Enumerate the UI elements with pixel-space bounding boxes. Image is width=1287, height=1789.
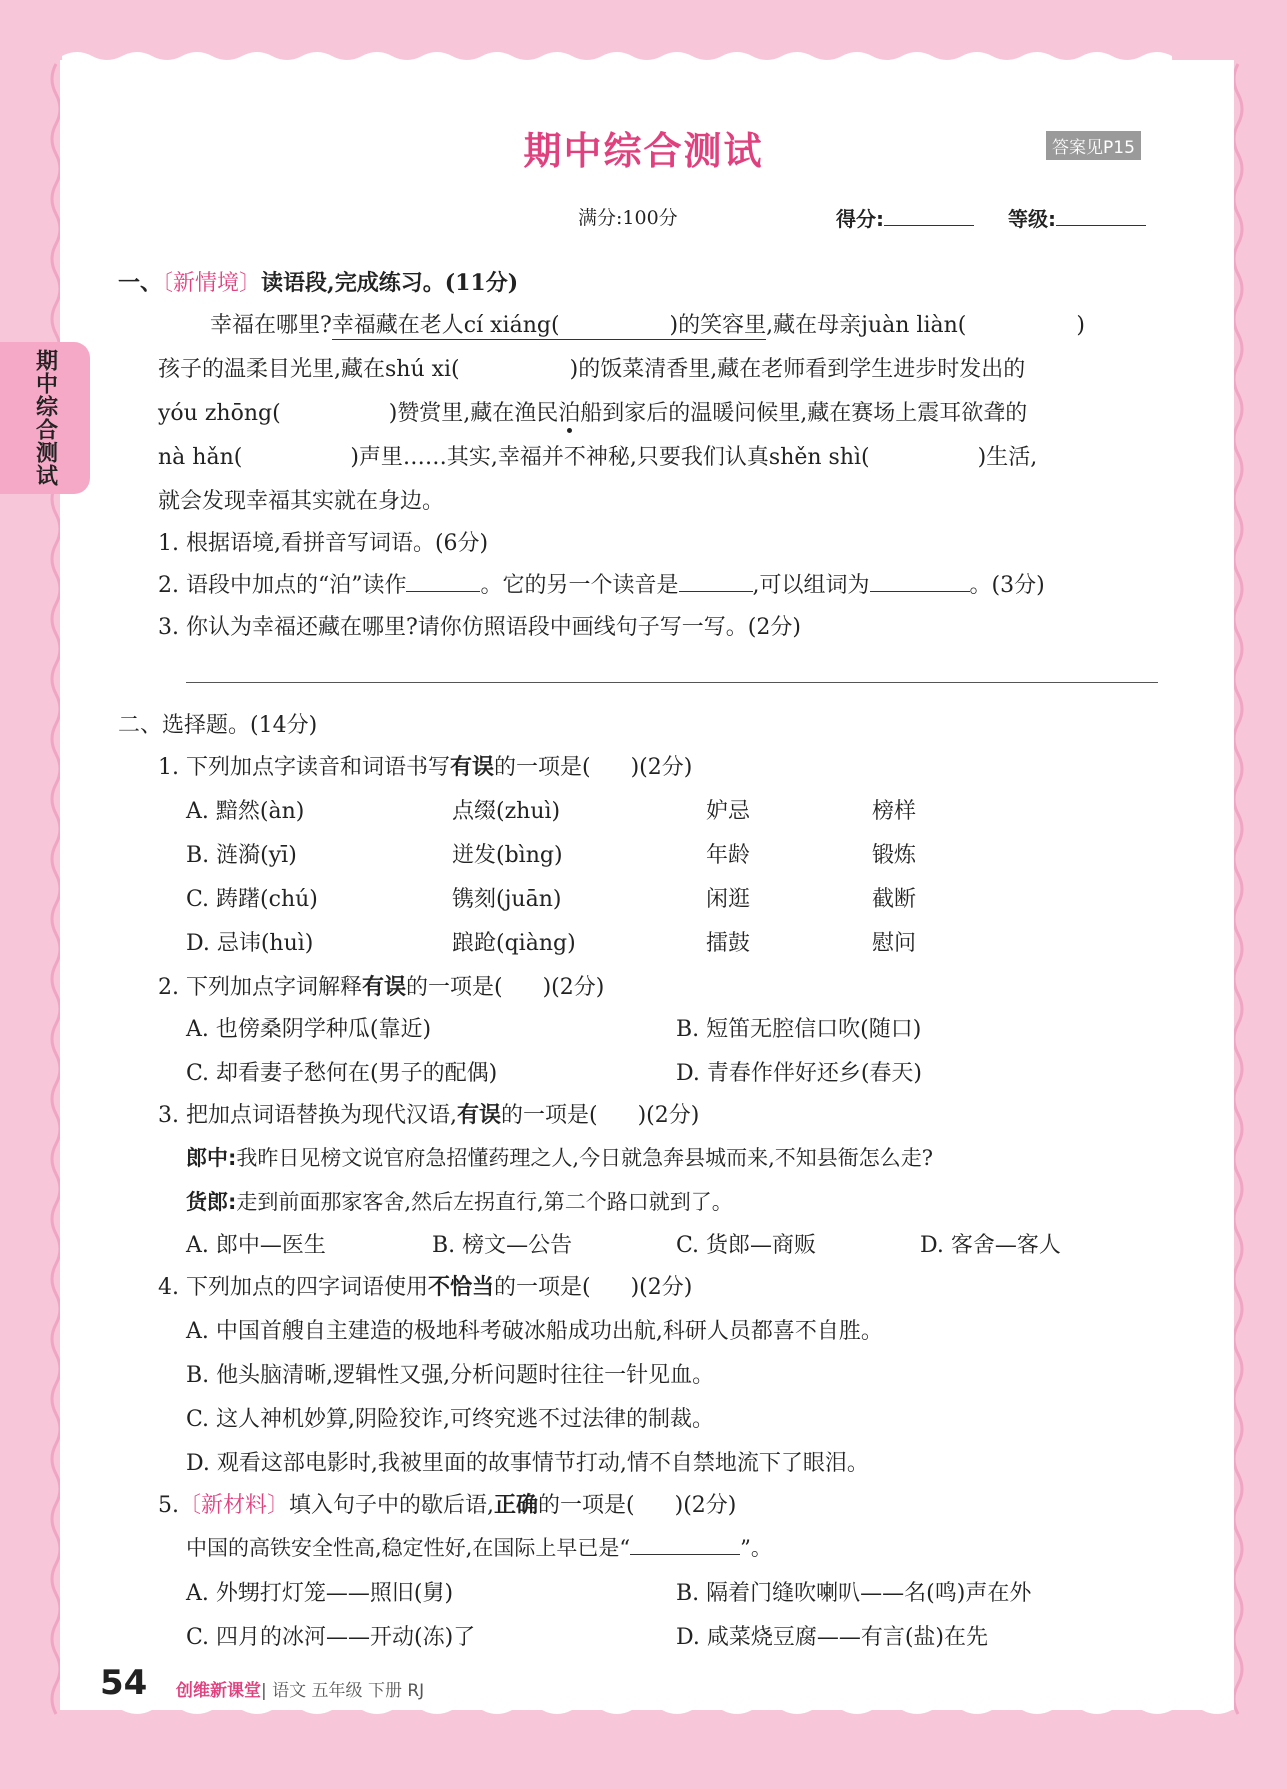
grade-field: 等级: xyxy=(1008,203,1146,232)
q1-option-word: 锻炼 xyxy=(872,843,917,868)
q1-option-word: 迸发(bìng) xyxy=(452,843,563,868)
s1-question-2: 2. 语段中加点的“泊”读作 。它的另一个读音是 ,可以组词为 。(3分) xyxy=(158,573,1045,598)
score-field: 得分: xyxy=(836,203,974,232)
s1-question-1: 1. 根据语境,看拼音写词语。(6分) xyxy=(158,531,489,556)
passage-line-5: 就会发现幸福其实就在身边。 xyxy=(158,489,445,514)
q1-option-word: 慰问 xyxy=(872,931,917,956)
q3-option-c[interactable]: C. 货郎—商贩 xyxy=(676,1233,817,1258)
q1-option-word: 踉跄(qiàng) xyxy=(452,931,576,956)
q4-option-c[interactable]: C. 这人神机妙算,阴险狡诈,可终究逃不过法律的制裁。 xyxy=(186,1407,715,1432)
q3-option-b[interactable]: B. 榜文—公告 xyxy=(432,1233,573,1258)
q2-blank-3[interactable] xyxy=(870,571,970,592)
q5-blank[interactable] xyxy=(630,1536,740,1555)
q3-dialogue-2: 货郎:走到前面那家客舍,然后左拐直行,第二个路口就到了。 xyxy=(186,1190,733,1214)
q2-option-c[interactable]: C. 却看妻子愁何在(男子的配偶) xyxy=(186,1061,498,1086)
passage-line-3: yóu zhōng( )赞赏里,藏在渔民泊船到家后的温暖问候里,藏在赛场上震耳欲聋的 xyxy=(158,401,1028,426)
q4-option-a[interactable]: A. 中国首艘自主建造的极地科考破冰船成功出航,科研人员都喜不自胜。 xyxy=(186,1319,883,1344)
answer-reference-badge: 答案见P15 xyxy=(1046,131,1141,160)
s2-question-1: 1. 下列加点字读音和词语书写有误的一项是( )(2分) xyxy=(158,755,693,780)
side-tab-label: 期中综合测试 xyxy=(32,349,58,487)
s2-question-5: 5.〔新材料〕填入句子中的歇后语,正确的一项是( )(2分) xyxy=(158,1493,737,1518)
q4-option-d[interactable]: D. 观看这部电影时,我被里面的故事情节打动,情不自禁地流下了眼泪。 xyxy=(186,1451,869,1476)
q1-option-word: 榜样 xyxy=(872,799,917,824)
footer-info: 创维新课堂| 语文 五年级 下册 RJ xyxy=(176,1681,425,1701)
passage-line-2: 孩子的温柔目光里,藏在shú xi( )的饭菜清香里,藏在老师看到学生进步时发出的 xyxy=(158,357,1026,382)
passage-line-1: 幸福在哪里?幸福藏在老人cí xiáng( )的笑容里,藏在母亲juàn liàn( ) xyxy=(210,308,1085,340)
q2-blank-1[interactable] xyxy=(406,571,480,592)
q1-option-word: 擂鼓 xyxy=(706,931,751,956)
passage-line-4: nà hǎn( )声里……其实,幸福并不神秘,只要我们认真shěn shì( )生活, xyxy=(158,445,1038,470)
q5-option-a[interactable]: A. 外甥打灯笼——照旧(舅) xyxy=(186,1581,454,1606)
s2-question-3: 3. 把加点词语替换为现代汉语,有误的一项是( )(2分) xyxy=(158,1103,700,1128)
q1-option-a[interactable]: A. 黯然(àn) xyxy=(186,799,305,824)
q1-option-b[interactable]: B. 涟漪(yī) xyxy=(186,843,297,868)
q3-option-d[interactable]: D. 客舍—客人 xyxy=(920,1233,1061,1258)
q3-dialogue-1: 郎中:我昨日见榜文说官府急招懂药理之人,今日就急奔县城而来,不知县衙怎么走? xyxy=(186,1146,934,1170)
q5-option-b[interactable]: B. 隔着门缝吹喇叭——名(鸣)声在外 xyxy=(676,1581,1032,1606)
q1-option-word: 年龄 xyxy=(706,843,751,868)
section1-heading: 一、〔新情境〕读语段,完成练习。(11分) xyxy=(118,270,519,296)
q2-blank-2[interactable] xyxy=(679,571,753,592)
q4-option-b[interactable]: B. 他头脑清晰,逻辑性又强,分析问题时往往一针见血。 xyxy=(186,1363,715,1388)
q1-option-word: 点缀(zhuì) xyxy=(452,799,561,824)
q3-option-a[interactable]: A. 郎中—医生 xyxy=(186,1233,326,1258)
dotted-char: 泊 xyxy=(558,401,581,426)
q5-option-d[interactable]: D. 咸菜烧豆腐——有言(盐)在先 xyxy=(676,1625,989,1650)
q5-sentence: 中国的高铁安全性高,稳定性好,在国际上早已是“ ”。 xyxy=(186,1536,772,1560)
section2-heading: 二、选择题。(14分) xyxy=(118,713,318,738)
grade-blank[interactable] xyxy=(1056,205,1146,226)
page-title: 期中综合测试 xyxy=(523,129,764,173)
score-blank[interactable] xyxy=(884,205,974,226)
s2-question-4: 4. 下列加点的四字词语使用不恰当的一项是( )(2分) xyxy=(158,1275,693,1300)
q1-option-word: 镌刻(juān) xyxy=(452,887,562,912)
s1-question-3: 3. 你认为幸福还藏在哪里?请你仿照语段中画线句子写一写。(2分) xyxy=(158,615,801,640)
q2-option-a[interactable]: A. 也傍桑阴学种瓜(靠近) xyxy=(186,1017,432,1042)
answer-line[interactable] xyxy=(186,682,1158,683)
q2-option-b[interactable]: B. 短笛无腔信口吹(随口) xyxy=(676,1017,922,1042)
q1-option-word: 妒忌 xyxy=(706,799,751,824)
q5-option-c[interactable]: C. 四月的冰河——开动(冻)了 xyxy=(186,1625,476,1650)
side-tab xyxy=(0,342,90,494)
full-score: 满分:100分 xyxy=(578,207,678,229)
q1-option-word: 截断 xyxy=(872,887,917,912)
s2-question-2: 2. 下列加点字词解释有误的一项是( )(2分) xyxy=(158,975,605,1000)
q1-option-c[interactable]: C. 踌躇(chú) xyxy=(186,887,318,912)
q1-option-word: 闲逛 xyxy=(706,887,751,912)
page-number: 54 xyxy=(100,1663,148,1703)
q2-option-d[interactable]: D. 青春作伴好还乡(春天) xyxy=(676,1061,923,1086)
q1-option-d[interactable]: D. 忌讳(huì) xyxy=(186,931,314,956)
